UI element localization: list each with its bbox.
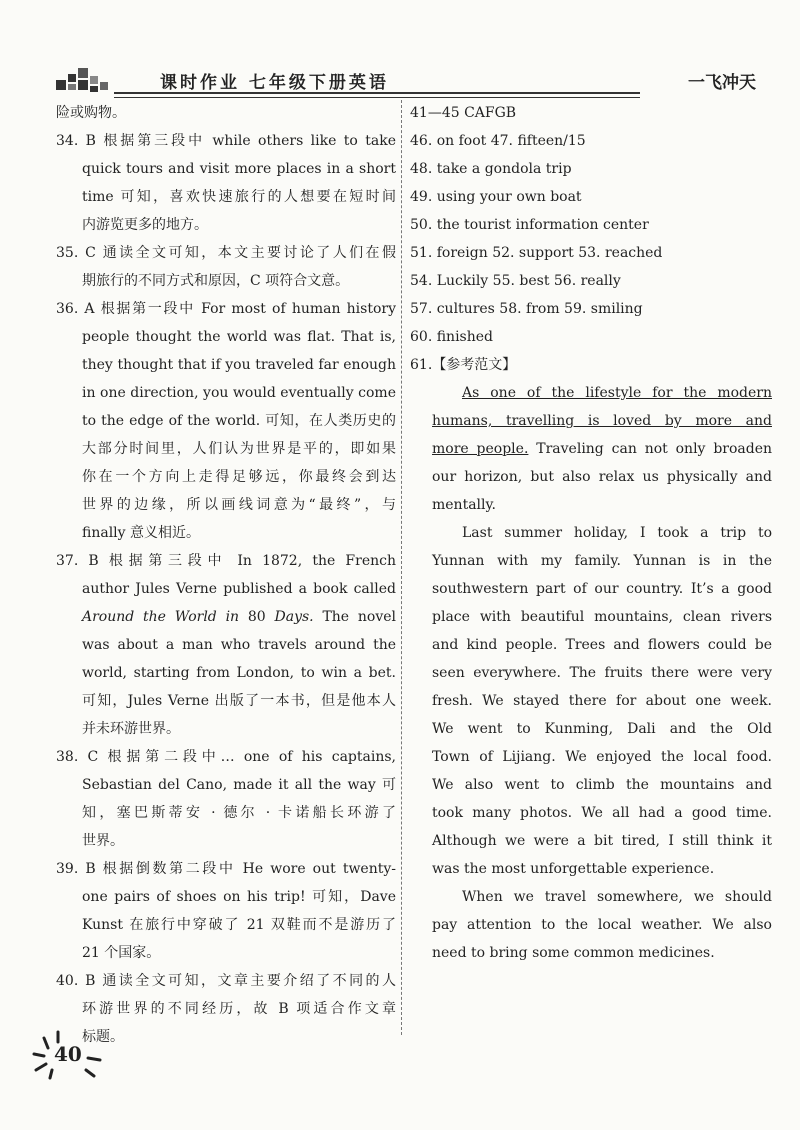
text-line: 21 个国家。 <box>82 945 161 961</box>
answer-48: 48. take a gondola trip <box>410 161 572 177</box>
text-line: 标题。 <box>82 1029 124 1045</box>
answer-39: 39. B 根据倒数第二段中 He wore out twenty- <box>56 861 396 877</box>
text-line: they thought that if you traveled far enough <box>82 357 396 373</box>
essay-line: humans, travelling is loved by more and <box>432 413 772 429</box>
answer-50: 50. the tourist information center <box>410 217 649 233</box>
text-line: people thought the world was flat. That is, <box>82 329 396 345</box>
text-line: 环游世界的不同经历，故 B 项适合作文章 <box>82 1001 396 1017</box>
essay-line: We went to Kunming, Dali and the Old <box>432 721 772 737</box>
answer-60: 60. finished <box>410 329 493 345</box>
text-line: one pairs of shoes on his trip! 可知，Dave <box>82 889 396 905</box>
underlined-text: more people. <box>432 441 529 457</box>
essay-line: fresh. We stayed there for about one week. <box>432 693 772 709</box>
book-title-end: Days. <box>274 609 314 625</box>
essay-line: need to bring some common medicines. <box>432 945 715 961</box>
book-title: Around the World in <box>82 609 240 625</box>
page-number-badge <box>28 1030 108 1080</box>
answer-51-53: 51. foreign 52. support 53. reached <box>410 245 663 261</box>
text-line: 你在一个方向上走得足够远，你最终会到达 <box>82 469 396 485</box>
answer-36: 36. A 根据第一段中 For most of human history <box>56 301 396 317</box>
text-line: Kunst 在旅行中穿破了 21 双鞋而不是游历了 <box>82 917 396 933</box>
text-line: author Jules Verne published a book called <box>82 581 396 597</box>
answer-35: 35. C 通读全文可知，本文主要讨论了人们在假 <box>56 245 396 261</box>
essay-line: Yunnan with my family. Yunnan is in the <box>432 553 772 569</box>
essay-line: was the most unforgettable experience. <box>432 861 715 877</box>
text-line: 大部分时间里，人们认为世界是平的，即如果 <box>82 441 396 457</box>
text-line: 并未环游世界。 <box>82 721 180 737</box>
essay-line: took many photos. We all had a good time. <box>432 805 772 821</box>
essay-line: our horizon, but also relax us physically and <box>432 469 772 485</box>
essay-line: southwestern part of our country. It’s a good <box>432 581 772 597</box>
text-line: Sebastian del Cano, made it all the way 可 <box>82 777 396 793</box>
text-line: 险或购物。 <box>56 105 126 121</box>
page-number: 40 <box>54 1042 82 1066</box>
essay-line: mentally. <box>432 497 497 513</box>
text-line: quick tours and visit more places in a short <box>82 161 396 177</box>
header-logo-icon <box>56 66 112 96</box>
answer-49: 49. using your own boat <box>410 189 582 205</box>
answer-57-59: 57. cultures 58. from 59. smiling <box>410 301 643 317</box>
text-line: in one direction, you would eventually come <box>82 385 396 401</box>
text-line <box>56 603 396 631</box>
text-fragment: Traveling can not only broaden <box>528 441 772 457</box>
text-line: 期旅行的不同方式和原因，C 项符合文意。 <box>82 273 350 289</box>
text-line: 世界的边缘，所以画线词意为“最终”，与 <box>82 497 396 513</box>
left-column <box>56 99 396 1051</box>
essay-line: Last summer holiday, I took a trip to <box>462 525 772 541</box>
answer-41-45: 41—45 CAFGB <box>410 105 517 121</box>
text-line: time 可知，喜欢快速旅行的人想要在短时间 <box>82 189 396 205</box>
essay-line: Although we were a bit tired, I still think it <box>432 833 772 849</box>
answer-37: 37. B 根据第三段中 In 1872, the French <box>56 553 396 569</box>
essay-line: place with beautiful mountains, clean rivers <box>432 609 772 625</box>
book-title-number: 80 <box>247 609 266 625</box>
header-title: 课时作业 七年级下册英语 <box>160 73 389 93</box>
text-fragment: The novel <box>322 609 396 625</box>
text-line: finally 意义相近。 <box>82 525 201 541</box>
page-header <box>50 60 760 100</box>
answer-38: 38. C 根据第二段中… one of his captains, <box>56 749 396 765</box>
right-column <box>410 99 772 967</box>
answer-34: 34. B 根据第三段中 while others like to take <box>56 133 396 149</box>
text-line: 世界。 <box>82 833 124 849</box>
essay-line: seen everywhere. The fruits there were very <box>432 665 772 681</box>
essay-line: When we travel somewhere, we should <box>462 889 772 905</box>
text-line: 内游览更多的地方。 <box>82 217 208 233</box>
essay-line <box>410 435 772 463</box>
answer-61-heading: 61.【参考范文】 <box>410 357 517 373</box>
answer-46-47: 46. on foot 47. fifteen/15 <box>410 133 586 149</box>
essay-line: and kind people. Trees and flowers could be <box>432 637 772 653</box>
essay-line: pay attention to the local weather. We also <box>432 917 772 933</box>
answer-40: 40. B 通读全文可知，文章主要介绍了不同的人 <box>56 973 396 989</box>
header-brand: 一飞冲天 <box>688 73 756 93</box>
essay-line: As one of the lifestyle for the modern <box>462 385 772 401</box>
header-rule <box>114 92 640 98</box>
text-line: was about a man who travels around the <box>82 637 396 653</box>
text-line: to the edge of the world. 可知，在人类历史的 <box>82 413 396 429</box>
essay-line: We also went to climb the mountains and <box>432 777 772 793</box>
essay-line: Town of Lijiang. We enjoyed the local food. <box>432 749 772 765</box>
text-line: 知，塞巴斯蒂安 · 德尔 · 卡诺船长环游了 <box>82 805 396 821</box>
text-line: world, starting from London, to win a bet. <box>82 665 396 681</box>
text-line: 可知，Jules Verne 出版了一本书，但是他本人 <box>82 693 396 709</box>
column-divider <box>401 100 402 1035</box>
answer-54-56: 54. Luckily 55. best 56. really <box>410 273 621 289</box>
